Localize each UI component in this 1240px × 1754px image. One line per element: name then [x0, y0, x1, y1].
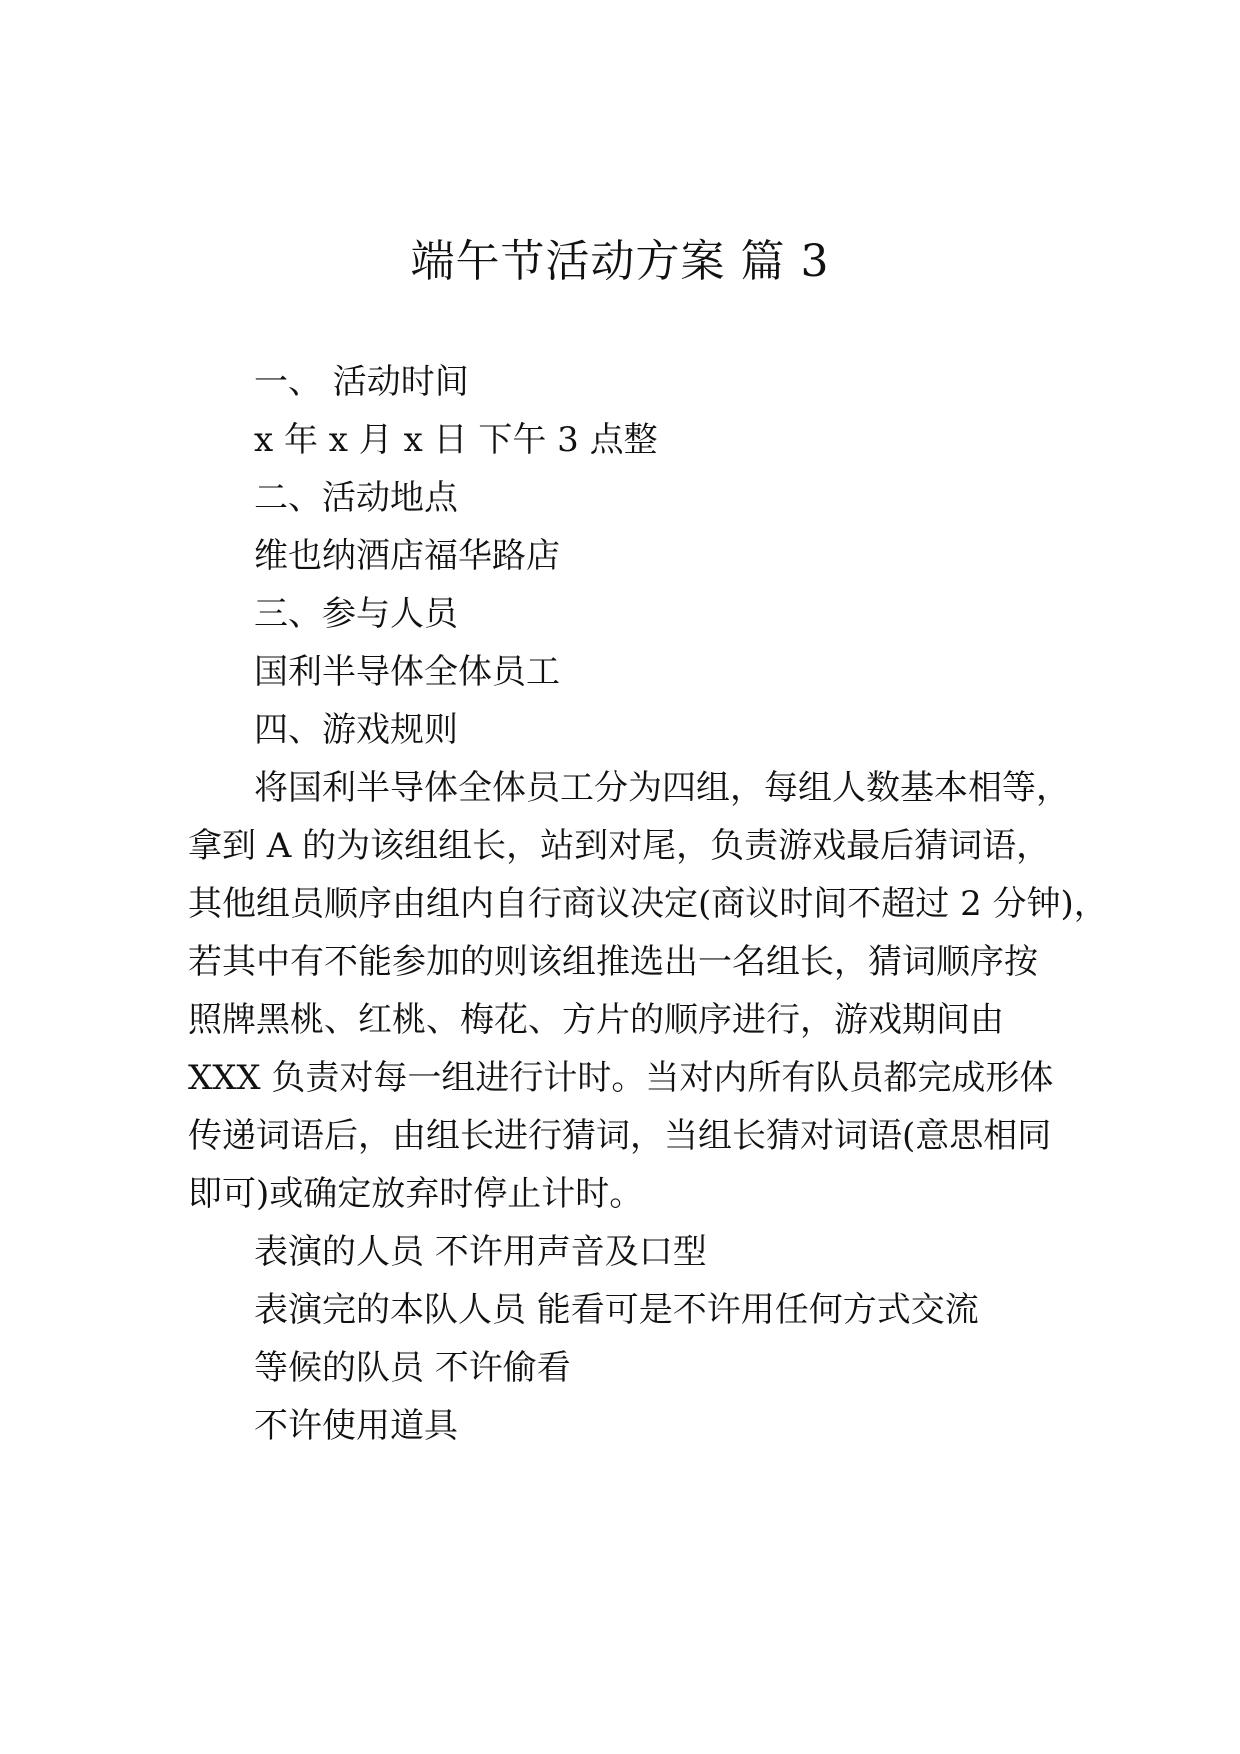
rules-paragraph-line: 若其中有不能参加的则该组推选出一名组长，猜词顺序按 [188, 942, 1038, 982]
rule-item: 不许使用道具 [254, 1406, 458, 1446]
rules-paragraph-line: 传递词语后，由组长进行猜词，当组长猜对词语(意思相同 [188, 1116, 1052, 1156]
document-title: 端午节活动方案 篇 3 [410, 236, 830, 287]
rules-paragraph-line: 其他组员顺序由组内自行商议决定(商议时间不超过 2 分钟)， [188, 884, 1108, 924]
rules-paragraph-line: 照牌黑桃、红桃、梅花、方片的顺序进行，游戏期间由 [188, 1000, 1004, 1040]
section-heading-location: 二、活动地点 [254, 478, 458, 518]
section-heading-rules: 四、游戏规则 [254, 710, 458, 750]
event-time-text: x 年 x 月 x 日 下午 3 点整 [254, 420, 658, 460]
participants-text: 国利半导体全体员工 [254, 652, 560, 692]
rule-item: 表演完的本队人员 能看可是不许用任何方式交流 [254, 1290, 979, 1330]
rules-paragraph-line: 拿到 A 的为该组组长，站到对尾，负责游戏最后猜词语， [188, 826, 1051, 866]
event-location-text: 维也纳酒店福华路店 [254, 536, 560, 576]
rule-item: 表演的人员 不许用声音及口型 [254, 1232, 707, 1272]
section-heading-time: 一、 活动时间 [254, 362, 469, 402]
rules-paragraph-line: 将国利半导体全体员工分为四组，每组人数基本相等， [254, 768, 1070, 808]
rules-paragraph-line: 即可)或确定放弃时停止计时。 [188, 1174, 644, 1214]
section-heading-participants: 三、参与人员 [254, 594, 458, 634]
rule-item: 等候的队员 不许偷看 [254, 1348, 571, 1388]
rules-paragraph-line: XXX 负责对每一组进行计时。当对内所有队员都完成形体 [188, 1058, 1054, 1098]
